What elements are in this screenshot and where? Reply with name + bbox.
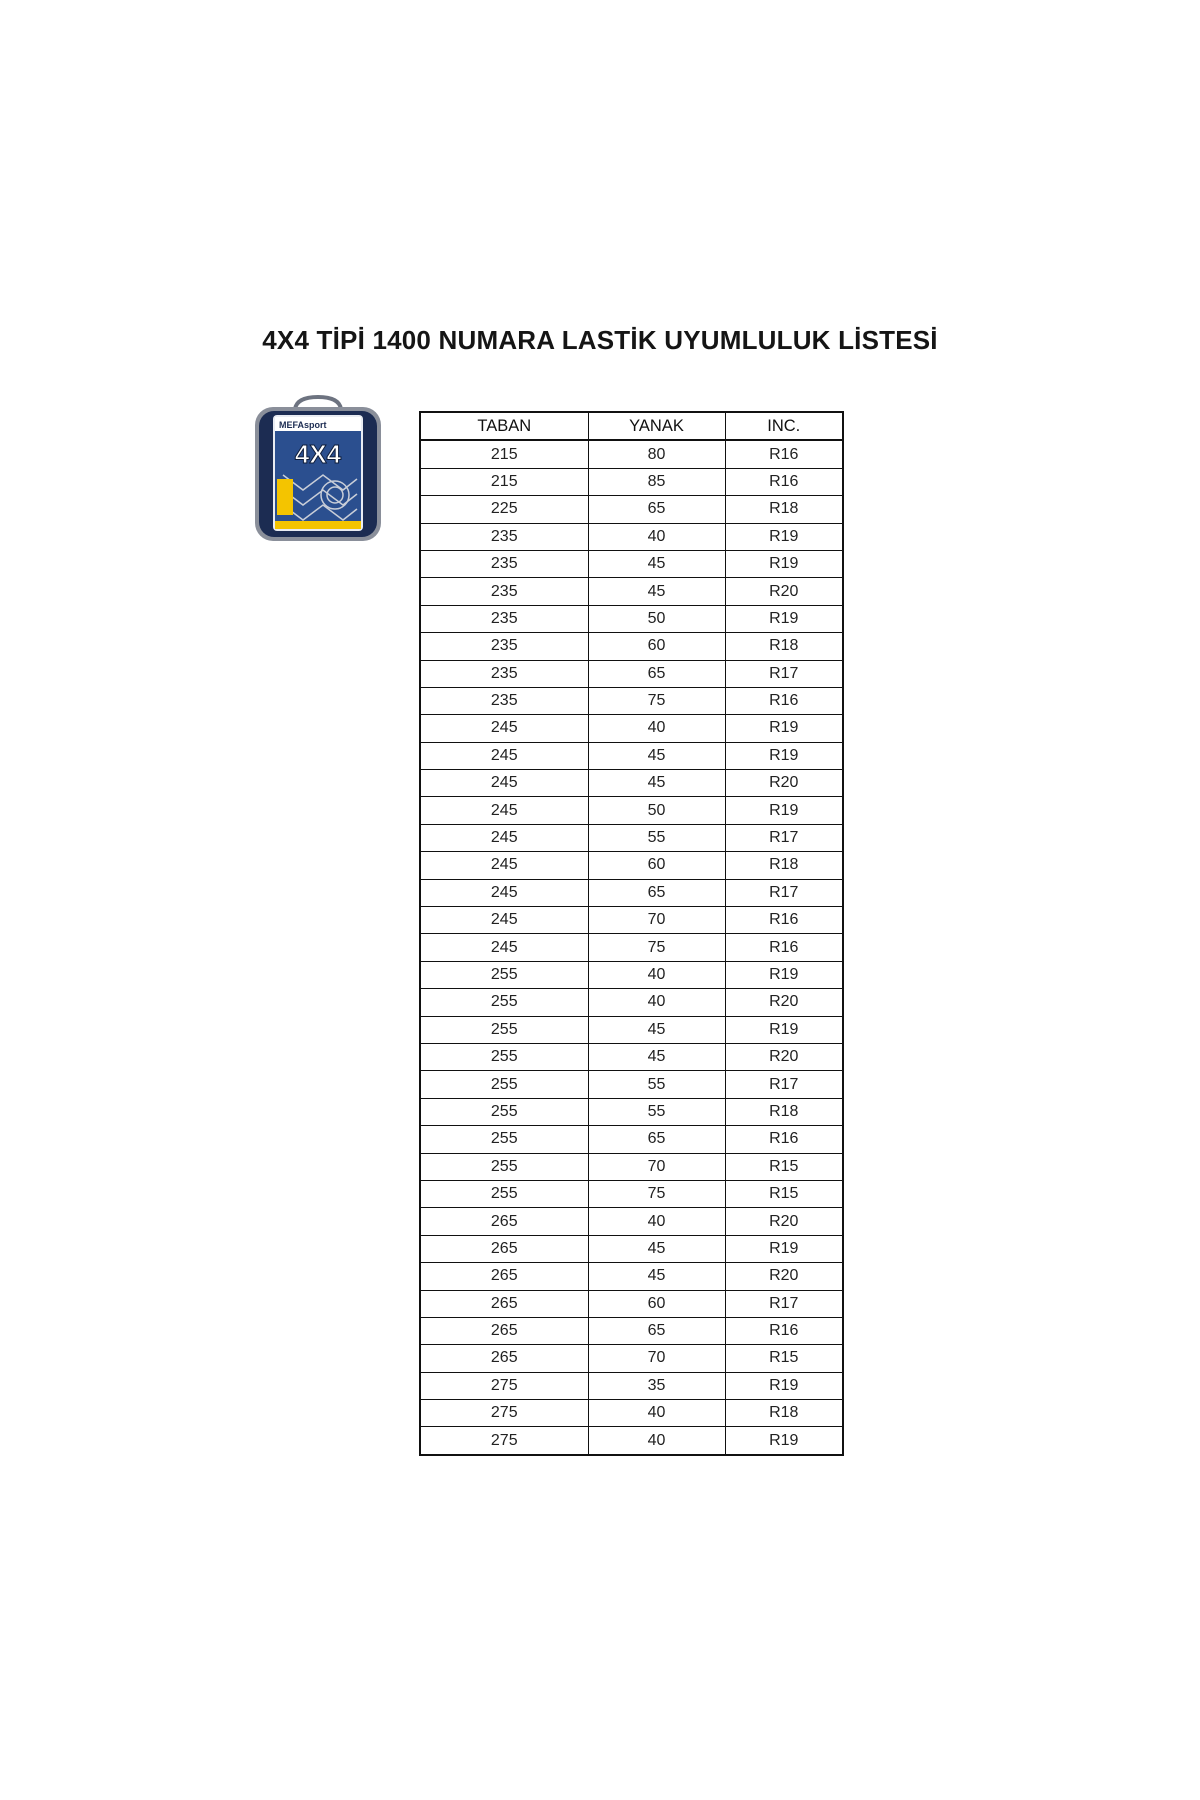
cell-yanak: 60 — [588, 1290, 725, 1317]
table-row — [420, 1427, 843, 1455]
cell-yanak: 60 — [588, 852, 725, 879]
cell-taban: 215 — [420, 440, 588, 468]
cell-taban: 235 — [420, 523, 588, 550]
cell-inc: R16 — [725, 1317, 843, 1344]
cell-taban: 255 — [420, 1016, 588, 1043]
product-image — [253, 395, 383, 543]
cell-inc: R19 — [725, 715, 843, 742]
cell-taban: 255 — [420, 961, 588, 988]
cell-inc: R18 — [725, 1400, 843, 1427]
cell-taban: 265 — [420, 1290, 588, 1317]
table-row — [420, 879, 843, 906]
cell-yanak: 70 — [588, 1345, 725, 1372]
cell-taban: 245 — [420, 907, 588, 934]
cell-yanak: 40 — [588, 1427, 725, 1455]
cell-inc: R20 — [725, 989, 843, 1016]
cell-yanak: 50 — [588, 797, 725, 824]
cell-taban: 235 — [420, 633, 588, 660]
cell-inc: R19 — [725, 1235, 843, 1262]
cell-taban: 255 — [420, 1043, 588, 1070]
cell-taban: 235 — [420, 550, 588, 577]
cell-yanak: 35 — [588, 1372, 725, 1399]
cell-taban: 255 — [420, 1180, 588, 1207]
cell-taban: 265 — [420, 1208, 588, 1235]
cell-inc: R16 — [725, 687, 843, 714]
cell-taban: 215 — [420, 468, 588, 495]
table-row — [420, 961, 843, 988]
table-row — [420, 1180, 843, 1207]
table-row — [420, 1098, 843, 1125]
cell-yanak: 75 — [588, 687, 725, 714]
cell-yanak: 65 — [588, 496, 725, 523]
cell-yanak: 40 — [588, 523, 725, 550]
cell-taban: 225 — [420, 496, 588, 523]
cell-inc: R19 — [725, 523, 843, 550]
cell-yanak: 45 — [588, 1043, 725, 1070]
table-body — [420, 440, 843, 1454]
table-row — [420, 797, 843, 824]
cell-inc: R20 — [725, 1043, 843, 1070]
cell-yanak: 45 — [588, 742, 725, 769]
cell-taban: 255 — [420, 1153, 588, 1180]
cell-yanak: 55 — [588, 1071, 725, 1098]
table-row — [420, 824, 843, 851]
table-row — [420, 1043, 843, 1070]
cell-inc: R16 — [725, 907, 843, 934]
table-row — [420, 907, 843, 934]
cell-taban: 275 — [420, 1400, 588, 1427]
table-row — [420, 1208, 843, 1235]
cell-yanak: 75 — [588, 934, 725, 961]
cell-yanak: 75 — [588, 1180, 725, 1207]
cell-yanak: 55 — [588, 824, 725, 851]
cell-inc: R19 — [725, 1372, 843, 1399]
table-row — [420, 660, 843, 687]
table-row — [420, 578, 843, 605]
cell-taban: 265 — [420, 1317, 588, 1344]
cell-yanak: 45 — [588, 578, 725, 605]
cell-yanak: 40 — [588, 1400, 725, 1427]
table-row — [420, 1372, 843, 1399]
cell-taban: 265 — [420, 1345, 588, 1372]
page-title: 4X4 TİPİ 1400 NUMARA LASTİK UYUMLULUK LİSTESİ — [262, 325, 938, 355]
cell-taban: 235 — [420, 605, 588, 632]
cell-inc: R17 — [725, 1071, 843, 1098]
cell-taban: 265 — [420, 1235, 588, 1262]
tire-compatibility-table — [419, 411, 844, 1456]
cell-yanak: 65 — [588, 879, 725, 906]
cell-inc: R15 — [725, 1153, 843, 1180]
table-row — [420, 934, 843, 961]
table-row — [420, 715, 843, 742]
cell-inc: R20 — [725, 770, 843, 797]
cell-taban: 245 — [420, 770, 588, 797]
cell-inc: R18 — [725, 496, 843, 523]
cell-inc: R16 — [725, 934, 843, 961]
cell-taban: 245 — [420, 824, 588, 851]
table-row — [420, 605, 843, 632]
cell-taban: 245 — [420, 715, 588, 742]
tire-compatibility-table-container — [419, 411, 844, 1456]
table-row — [420, 1071, 843, 1098]
cell-yanak: 55 — [588, 1098, 725, 1125]
cell-inc: R16 — [725, 440, 843, 468]
cell-taban: 245 — [420, 879, 588, 906]
cell-yanak: 45 — [588, 550, 725, 577]
cell-inc: R19 — [725, 1427, 843, 1455]
column-header-yanak: YANAK — [588, 412, 725, 440]
cell-taban: 255 — [420, 1126, 588, 1153]
cell-yanak: 50 — [588, 605, 725, 632]
cell-inc: R19 — [725, 797, 843, 824]
cell-inc: R20 — [725, 1263, 843, 1290]
table-row — [420, 1290, 843, 1317]
table-row — [420, 1126, 843, 1153]
cell-inc: R18 — [725, 1098, 843, 1125]
cell-yanak: 45 — [588, 1235, 725, 1262]
cell-taban: 275 — [420, 1427, 588, 1455]
cell-yanak: 45 — [588, 770, 725, 797]
cell-inc: R15 — [725, 1345, 843, 1372]
cell-yanak: 65 — [588, 660, 725, 687]
cell-taban: 235 — [420, 660, 588, 687]
table-row — [420, 1345, 843, 1372]
table-row — [420, 1317, 843, 1344]
cell-taban: 245 — [420, 797, 588, 824]
table-row — [420, 770, 843, 797]
cell-inc: R18 — [725, 852, 843, 879]
table-row — [420, 1235, 843, 1262]
table-row — [420, 496, 843, 523]
table-row — [420, 1016, 843, 1043]
table-row — [420, 468, 843, 495]
cell-yanak: 80 — [588, 440, 725, 468]
cell-inc: R19 — [725, 742, 843, 769]
cell-yanak: 70 — [588, 1153, 725, 1180]
cell-inc: R19 — [725, 1016, 843, 1043]
table-row — [420, 633, 843, 660]
table-row — [420, 687, 843, 714]
cell-inc: R18 — [725, 633, 843, 660]
table-row — [420, 1153, 843, 1180]
table-row — [420, 523, 843, 550]
cell-taban: 245 — [420, 742, 588, 769]
cell-inc: R20 — [725, 578, 843, 605]
cell-taban: 235 — [420, 687, 588, 714]
table-row — [420, 1263, 843, 1290]
cell-yanak: 45 — [588, 1016, 725, 1043]
cell-inc: R20 — [725, 1208, 843, 1235]
cell-yanak: 40 — [588, 715, 725, 742]
cell-taban: 245 — [420, 934, 588, 961]
cell-inc: R17 — [725, 824, 843, 851]
cell-inc: R17 — [725, 660, 843, 687]
product-label: 4X4 — [294, 439, 342, 469]
table-row — [420, 550, 843, 577]
cell-taban: 265 — [420, 1263, 588, 1290]
cell-inc: R17 — [725, 879, 843, 906]
cell-yanak: 65 — [588, 1126, 725, 1153]
cell-taban: 275 — [420, 1372, 588, 1399]
table-header-row — [420, 412, 843, 440]
cell-inc: R16 — [725, 468, 843, 495]
table-row — [420, 1400, 843, 1427]
column-header-taban: TABAN — [420, 412, 588, 440]
table-row — [420, 852, 843, 879]
cell-yanak: 40 — [588, 989, 725, 1016]
cell-yanak: 65 — [588, 1317, 725, 1344]
cell-yanak: 40 — [588, 961, 725, 988]
cell-inc: R16 — [725, 1126, 843, 1153]
cell-yanak: 40 — [588, 1208, 725, 1235]
cell-yanak: 60 — [588, 633, 725, 660]
cell-inc: R19 — [725, 961, 843, 988]
column-header-inc: INC. — [725, 412, 843, 440]
table-row — [420, 989, 843, 1016]
cell-yanak: 70 — [588, 907, 725, 934]
product-brand: MEFAsport — [279, 420, 327, 430]
snow-chain-case-illustration — [253, 395, 383, 543]
cell-taban: 235 — [420, 578, 588, 605]
table-row — [420, 440, 843, 468]
cell-taban: 255 — [420, 989, 588, 1016]
cell-taban: 255 — [420, 1071, 588, 1098]
table-row — [420, 742, 843, 769]
cell-inc: R19 — [725, 550, 843, 577]
cell-taban: 255 — [420, 1098, 588, 1125]
cell-yanak: 85 — [588, 468, 725, 495]
cell-inc: R17 — [725, 1290, 843, 1317]
cell-yanak: 45 — [588, 1263, 725, 1290]
cell-inc: R15 — [725, 1180, 843, 1207]
cell-inc: R19 — [725, 605, 843, 632]
cell-taban: 245 — [420, 852, 588, 879]
